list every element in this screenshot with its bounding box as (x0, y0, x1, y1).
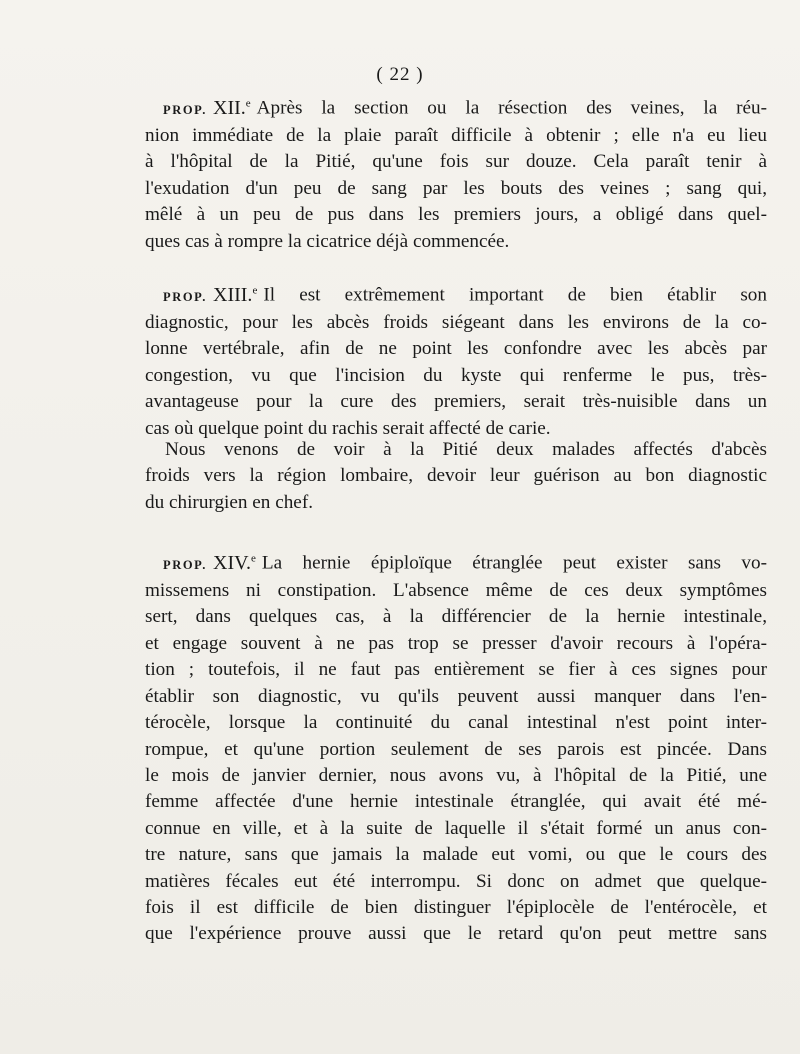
text-line: lonne vertébrale, afin de ne point les confondre avec les abcès par (145, 338, 767, 360)
text-line: tre nature, sans que jamais la malade eut vomi, ou que le cours des (145, 844, 767, 866)
text-line: fois il est difficile de bien distinguer l'épiplocèle de l'entérocèle, et (145, 896, 767, 918)
text-line: PROP. XIII.$^e$ Il est extrêmement important de bien établir son (163, 283, 767, 306)
text-line: mêlé à un peu de pus dans les premiers jours, a obligé dans quel- (145, 204, 767, 226)
proposition-xiii (145, 277, 767, 442)
text-line: que l'expérience prouve aussi que le retard qu'on peut mettre sans (145, 923, 767, 945)
text-line: femme affectée d'une hernie intestinale étranglée, qui avait été mé- (145, 791, 767, 813)
text-line: avantageuse pour la cure des premiers, serait très-nuisible dans un (145, 391, 767, 413)
text-line: cas où quelque point du rachis serait affecté de carie. (145, 417, 551, 439)
text-line: missemens ni constipation. L'absence même de ces deux symptômes (145, 580, 767, 602)
text-line: matières fécales eut été interrompu. Si donc on admet que quelque- (145, 870, 767, 892)
text-line: Nous venons de voir à la Pitié deux malades affectés d'abcès (165, 439, 767, 460)
text-line: le mois de janvier dernier, nous avons vu, à l'hôpital de la Pitié, une (145, 764, 767, 786)
text-line: tion ; toutefois, il ne faut pas entièrement se fier à ces signes pour (145, 659, 767, 681)
text-line: PROP. XIV.$^e$ La hernie épiploïque étranglée peut exister sans vo- (163, 551, 767, 574)
prop-label: PROP. (163, 102, 207, 117)
text-line: établir son diagnostic, vu qu'ils peuvent aussi manquer dans l'en- (145, 685, 767, 707)
text-line: diagnostic, pour les abcès froids siégeant dans les environs de la co- (145, 312, 767, 334)
paragraph-pitie (145, 437, 767, 516)
prop-numeral: XIII.$^e$ (213, 283, 258, 306)
text-line: sert, dans quelques cas, à la différencier de la hernie intestinale, (145, 606, 767, 628)
proposition-xii (145, 90, 767, 255)
text-line: connue en ville, et à la suite de laquelle il s'était formé un anus con- (145, 817, 767, 839)
proposition-xiv (145, 545, 767, 948)
text-line: ques cas à rompre la cicatrice déjà commencée. (145, 230, 510, 252)
prop-label: PROP. (163, 289, 207, 304)
prop-label: PROP. (163, 557, 207, 572)
page-number: ( 22 ) (376, 64, 424, 85)
prop-numeral: XII.$^e$ (213, 96, 251, 119)
text-line: l'exudation d'un peu de sang par les bouts des veines ; sang qui, (145, 177, 767, 199)
text-line: à l'hôpital de la Pitié, qu'une fois sur douze. Cela paraît tenir à (145, 151, 767, 173)
text-line: froids vers la région lombaire, devoir leur guérison au bon diagnostic (145, 465, 767, 487)
prop-numeral: XIV.$^e$ (213, 551, 256, 574)
text-line: congestion, vu que l'incision du kyste qui renferme le pus, très- (145, 364, 767, 386)
text-line: nion immédiate de la plaie paraît difficile à obtenir ; elle n'a eu lieu (145, 125, 767, 147)
text-line: rompue, et qu'une portion seulement de ses parois est pincée. Dans (145, 738, 767, 760)
text-line: PROP. XII.$^e$ Après la section ou la résection des veines, la réu- (163, 96, 767, 119)
text-line: du chirurgien en chef. (145, 491, 314, 513)
text-line: et engage souvent à ne pas trop se presser d'avoir recours à l'opéra- (145, 632, 767, 654)
text-line: térocèle, lorsque la continuité du canal intestinal n'est point inter- (145, 712, 767, 734)
